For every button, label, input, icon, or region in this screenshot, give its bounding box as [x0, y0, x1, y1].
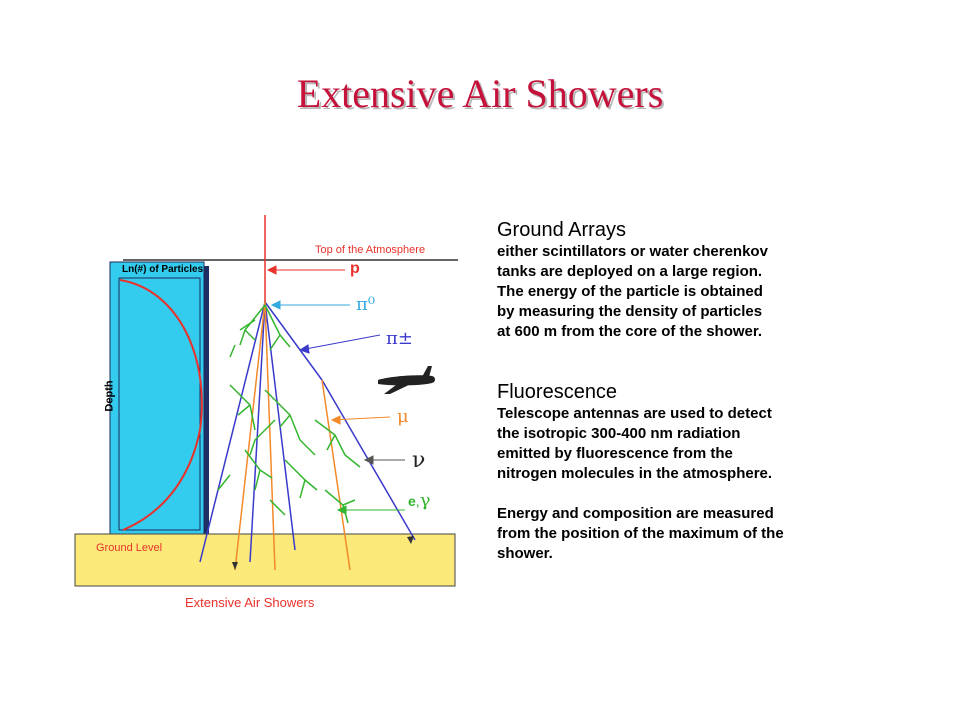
fluorescence-line: Telescope antennas are used to detect: [497, 405, 772, 422]
egamma-label: [408, 490, 430, 511]
ground-arrays-line: either scintillators or water cherenkov: [497, 243, 768, 260]
pi0-label: π⁰: [356, 294, 376, 315]
ground-arrays-line: by measuring the density of particles: [497, 303, 763, 320]
air-shower-diagram: [60, 210, 480, 620]
diagram-caption: Extensive Air Showers: [185, 595, 315, 610]
proton-label: p: [350, 260, 360, 277]
ground-arrays-line: tanks are deployed on a large region.: [497, 263, 763, 280]
electron-label: e: [408, 493, 416, 509]
depth-axis-label: Depth: [103, 380, 116, 412]
mu-arrow: [332, 416, 390, 424]
fluorescence-heading: Fluorescence: [497, 381, 618, 403]
composition-line: from the position of the maximum of the: [497, 525, 784, 542]
depth-panel: [110, 262, 204, 534]
egamma-separator: ,: [415, 493, 420, 509]
hadron-lines: [200, 302, 415, 562]
ground-level-label: Ground Level: [96, 542, 163, 554]
particles-axis-label: Ln(#) of Particles: [122, 264, 204, 275]
fluorescence-line: the isotropic 300-400 nm radiation: [497, 425, 741, 442]
composition-line: shower.: [497, 545, 553, 562]
egamma-arrow: [338, 506, 405, 514]
top-of-atmosphere-label: Top of the Atmosphere: [315, 244, 426, 256]
pipm-arrow: [300, 335, 380, 353]
nu-arrow: [365, 456, 405, 464]
composition-line: Energy and composition are measured: [497, 505, 774, 522]
fluorescence-line: emitted by fluorescence from the: [497, 445, 733, 462]
ground-arrays-line: at 600 m from the core of the shower.: [497, 323, 763, 340]
ground-arrays-heading: Ground Arrays: [497, 219, 626, 241]
proton-arrow: [268, 266, 345, 274]
text-column: [497, 218, 937, 564]
nu-label: ν: [412, 448, 426, 473]
pi0-arrow: [272, 301, 350, 309]
gamma-label: γ: [419, 490, 431, 511]
pipm-label: π±: [386, 328, 413, 349]
fluorescence-line: nitrogen molecules in the atmosphere.: [497, 465, 773, 482]
page-title: Extensive Air Showers: [296, 71, 664, 116]
ground-arrays-line: The energy of the particle is obtained: [497, 283, 763, 300]
airplane-icon: [378, 366, 435, 394]
mu-label: μ: [397, 406, 409, 427]
